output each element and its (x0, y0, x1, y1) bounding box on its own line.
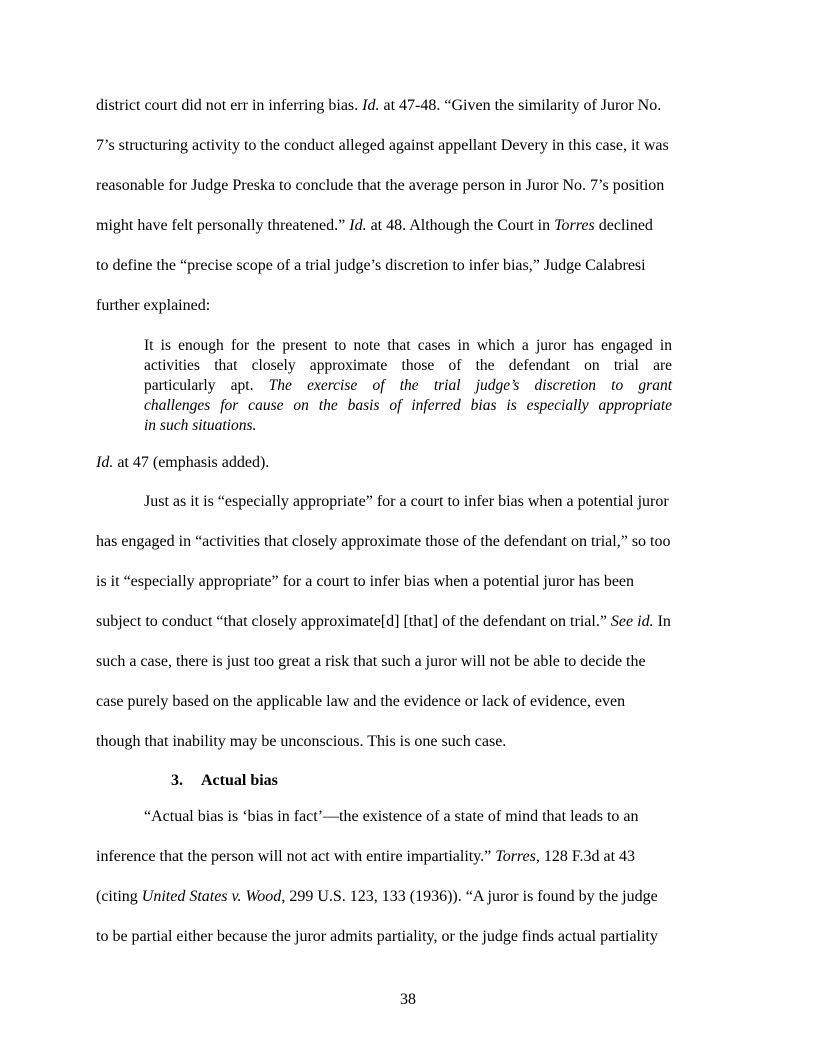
para3-line-3 (96, 887, 658, 907)
text: at 48. Although the Court in (366, 217, 555, 234)
block-quote (144, 336, 672, 436)
text: at 47-48. “Given the similarity of Juror No. (379, 97, 662, 114)
text: inference that the person will not act with entire impartiality.” (96, 848, 496, 865)
text: , 299 U.S. 123, 133 (1936)). “A juror is found by the judge (281, 888, 658, 905)
citation-line (96, 453, 269, 473)
para3-line-2 (96, 847, 635, 867)
citation-italic: Id. (96, 454, 114, 471)
para1-line-5: to define the “precise scope of a trial judge’s discretion to infer bias,” Judge Calabresi (96, 257, 646, 274)
para1-line-3: reasonable for Judge Preska to conclude that the average person in Juror No. 7’s position (96, 177, 665, 194)
section-heading (171, 771, 278, 791)
text: at 47 (emphasis added). (113, 454, 270, 471)
para3-line-1: “Actual bias is ‘bias in fact’—the existence of a state of mind that leads to an (144, 808, 639, 825)
para3-line-4: to be partial either because the juror admits partiality, or the judge finds actual partiality (96, 928, 658, 945)
block-quote-line-2: activities that closely approximate those of the defendant on trial are (144, 357, 672, 374)
section-number: 3. (171, 772, 183, 789)
case-name-italic: Torres (554, 217, 595, 234)
text: , 128 F.3d at 43 (535, 848, 636, 865)
block-quote-line-4 (144, 396, 672, 416)
para2-line-6: case purely based on the applicable law and the evidence or lack of evidence, even (96, 693, 626, 710)
text: district court did not err in inferring bias. (96, 97, 363, 114)
text: declined (594, 217, 653, 234)
para2-line-3: is it “especially appropriate” for a court to infer bias when a potential juror has been (96, 573, 635, 590)
para2-line-5: such a case, there is just too great a risk that such a juror will not be able to decide the (96, 653, 646, 670)
section-title: Actual bias (201, 772, 278, 789)
citation-italic: Id. (349, 217, 367, 234)
para2-line-4 (96, 612, 671, 632)
para2-line-7: though that inability may be unconscious. This is one such case. (96, 733, 507, 750)
para1-line-6: further explained: (96, 297, 211, 314)
block-quote-line-3 (144, 376, 672, 396)
para1-line-2: 7’s structuring activity to the conduct alleged against appellant Devery in this case, it was (96, 137, 669, 154)
text: might have felt personally threatened.” (96, 217, 350, 234)
citation-italic: Id. (362, 97, 380, 114)
emphasis-italic: The exercise of the trial judge’s discretion to grant (268, 377, 672, 394)
block-quote-line-1: It is enough for the present to note that cases in which a juror has engaged in (144, 337, 672, 354)
emphasis-italic: challenges for cause on the basis of inferred bias is especially appropriate (144, 397, 672, 414)
block-quote-line-5 (144, 416, 672, 436)
para1-line-4 (96, 216, 653, 236)
text: particularly apt. (144, 377, 269, 394)
text: subject to conduct “that closely approximate[d] [that] of the defendant on trial.” (96, 613, 611, 630)
citation-italic: See id. (610, 613, 654, 630)
case-name-italic: United States v. Wood (141, 888, 282, 905)
emphasis-italic: in such situations. (144, 417, 257, 434)
page-number: 38 (400, 991, 416, 1008)
text: In (653, 613, 671, 630)
para2-line-1: Just as it is “especially appropriate” for a court to infer bias when a potential juror (144, 493, 669, 510)
para1-line-1 (96, 96, 661, 116)
para2-line-2: has engaged in “activities that closely approximate those of the defendant on trial,” so too (96, 533, 671, 550)
case-name-italic: Torres (495, 848, 536, 865)
text: (citing (96, 888, 142, 905)
